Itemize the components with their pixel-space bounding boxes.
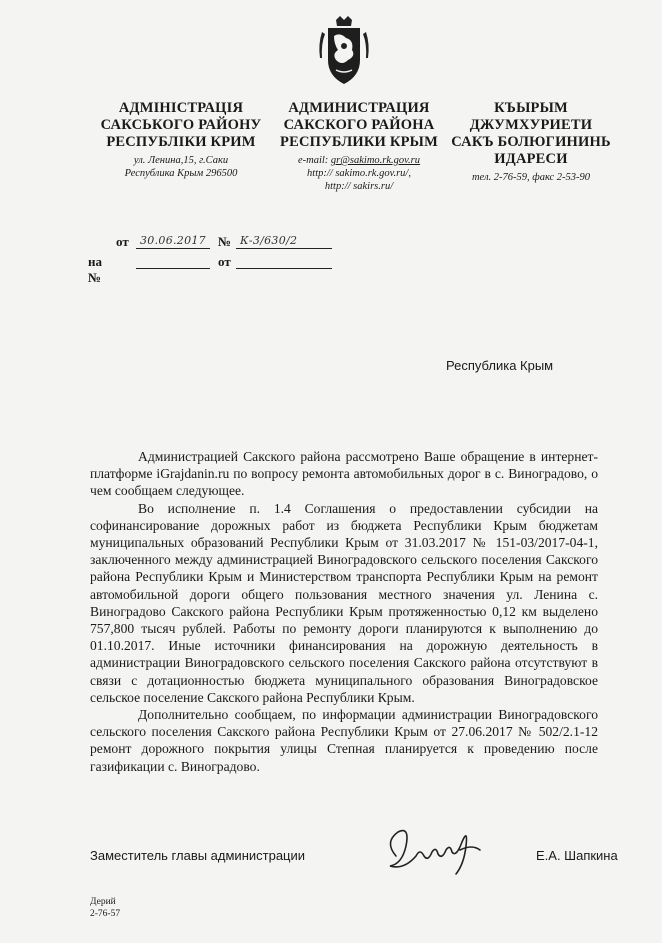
body-paragraph-1: Администрацией Сакского района рассмотрено Ваше обращение в интернет-платформе iGrajdanin.ru по вопросу ремонта автомобильных дорог в с. Виноградово, о чем сообщаем следующее. (90, 449, 598, 499)
ru-title-line-1: АДМИНИСТРАЦИЯ (288, 100, 430, 116)
ct-phone-line: тел. 2-76-59, факс 2-53-90 (471, 172, 591, 183)
header-crimean-tatar (438, 100, 624, 184)
executor-block (90, 896, 120, 920)
ru-email-line (270, 154, 448, 167)
ct-title-line-2: САКЪ БОЛЮГИНИНЬ (451, 134, 611, 150)
crimea-coat-of-arms-icon (314, 14, 374, 88)
handwritten-signature-icon (376, 820, 488, 876)
number-label: № (218, 234, 232, 249)
ct-title-line-1: КЪЫРЫМ ДЖУМХУРИЕТИ (469, 100, 593, 133)
number-field (236, 234, 332, 249)
executor-phone: 2-76-57 (90, 909, 121, 919)
letter-body (90, 448, 598, 775)
site-link-1[interactable]: http:// sakimo.rk.gov.ru/, (307, 168, 411, 179)
date-field (136, 234, 210, 249)
ua-address-line-2: Республика Крым 296500 (124, 168, 238, 179)
ct-title-line-3: ИДАРЕСИ (494, 151, 568, 167)
ua-address-line-1: ул. Ленина,15, г.Саки (133, 155, 229, 166)
from-label: от (116, 234, 129, 249)
signatory-position: Заместитель главы администрации (90, 848, 306, 863)
body-paragraph-2: Во исполнение п. 1.4 Соглашения о предоставлении субсидии на софинансирование дорожных работ из бюджета Республики Крым бюджетам муниципальных образований Республики Крым от 31.03.2017 № 151-03/2017-04-1, заключенного между администрацией Виноградовского сельского поселения Сакского района Республики Крым и Министерством транспорта Республики Крым на ремонт автомобильной дороги общего пользования местного значения ул. Ленина с. Виноградово Сакского района Республики Крым протяженностью 0,12 км выделено 757,800 тысяч рублей. Работы по ремонту дороги планируются к выполнению до 01.10.2017. Иные источники финансирования на дорожную деятельность в администрации Виноградовского сельского поселения Сакского района отсутствуют в связи с дотационностью бюджета муниципального образования Виноградовское сельское поселение Сакского района Республики Крым. (90, 500, 598, 705)
ru-title-line-2: САКСКОГО РАЙОНА (283, 117, 435, 133)
body-paragraph-3: Дополнительно сообщаем, по информации администрации Виноградовского сельского поселения Сакского района Республики Крым от 27.06.2017 № 502/2.1-12 ремонт дорожного покрытия улицы Степная планируется к проведению после газификации с. Виноградово. (90, 707, 598, 774)
header-russian (270, 100, 448, 193)
ua-title-line-3: РЕСПУБЛІКИ КРИМ (106, 134, 256, 150)
reply-number-field (136, 254, 210, 269)
site-link-2[interactable]: http:// sakirs.ru/ (324, 181, 394, 192)
executor-name: Дерий (90, 897, 116, 907)
handwritten-number: К-3/630/2 (240, 234, 298, 247)
handwritten-date: 30.06.2017 (140, 234, 206, 247)
email-label: e-mail: (297, 155, 331, 166)
ru-title-line-3: РЕСПУБЛИКИ КРЫМ (280, 134, 438, 150)
ua-title-line-1: АДМІНІСТРАЦІЯ (118, 100, 244, 116)
signatory-name: Е.А. Шапкина (536, 848, 618, 863)
ua-title-line-2: САКСЬКОГО РАЙОНУ (100, 117, 262, 133)
email-link[interactable]: gr@sakimo.rk.gov.ru (330, 155, 421, 166)
reply-date-field (236, 254, 332, 269)
reply-from-label: от (218, 254, 231, 269)
recipient: Республика Крым (446, 358, 554, 373)
header-ukrainian (86, 100, 276, 180)
reply-number-label: на № (88, 254, 102, 285)
